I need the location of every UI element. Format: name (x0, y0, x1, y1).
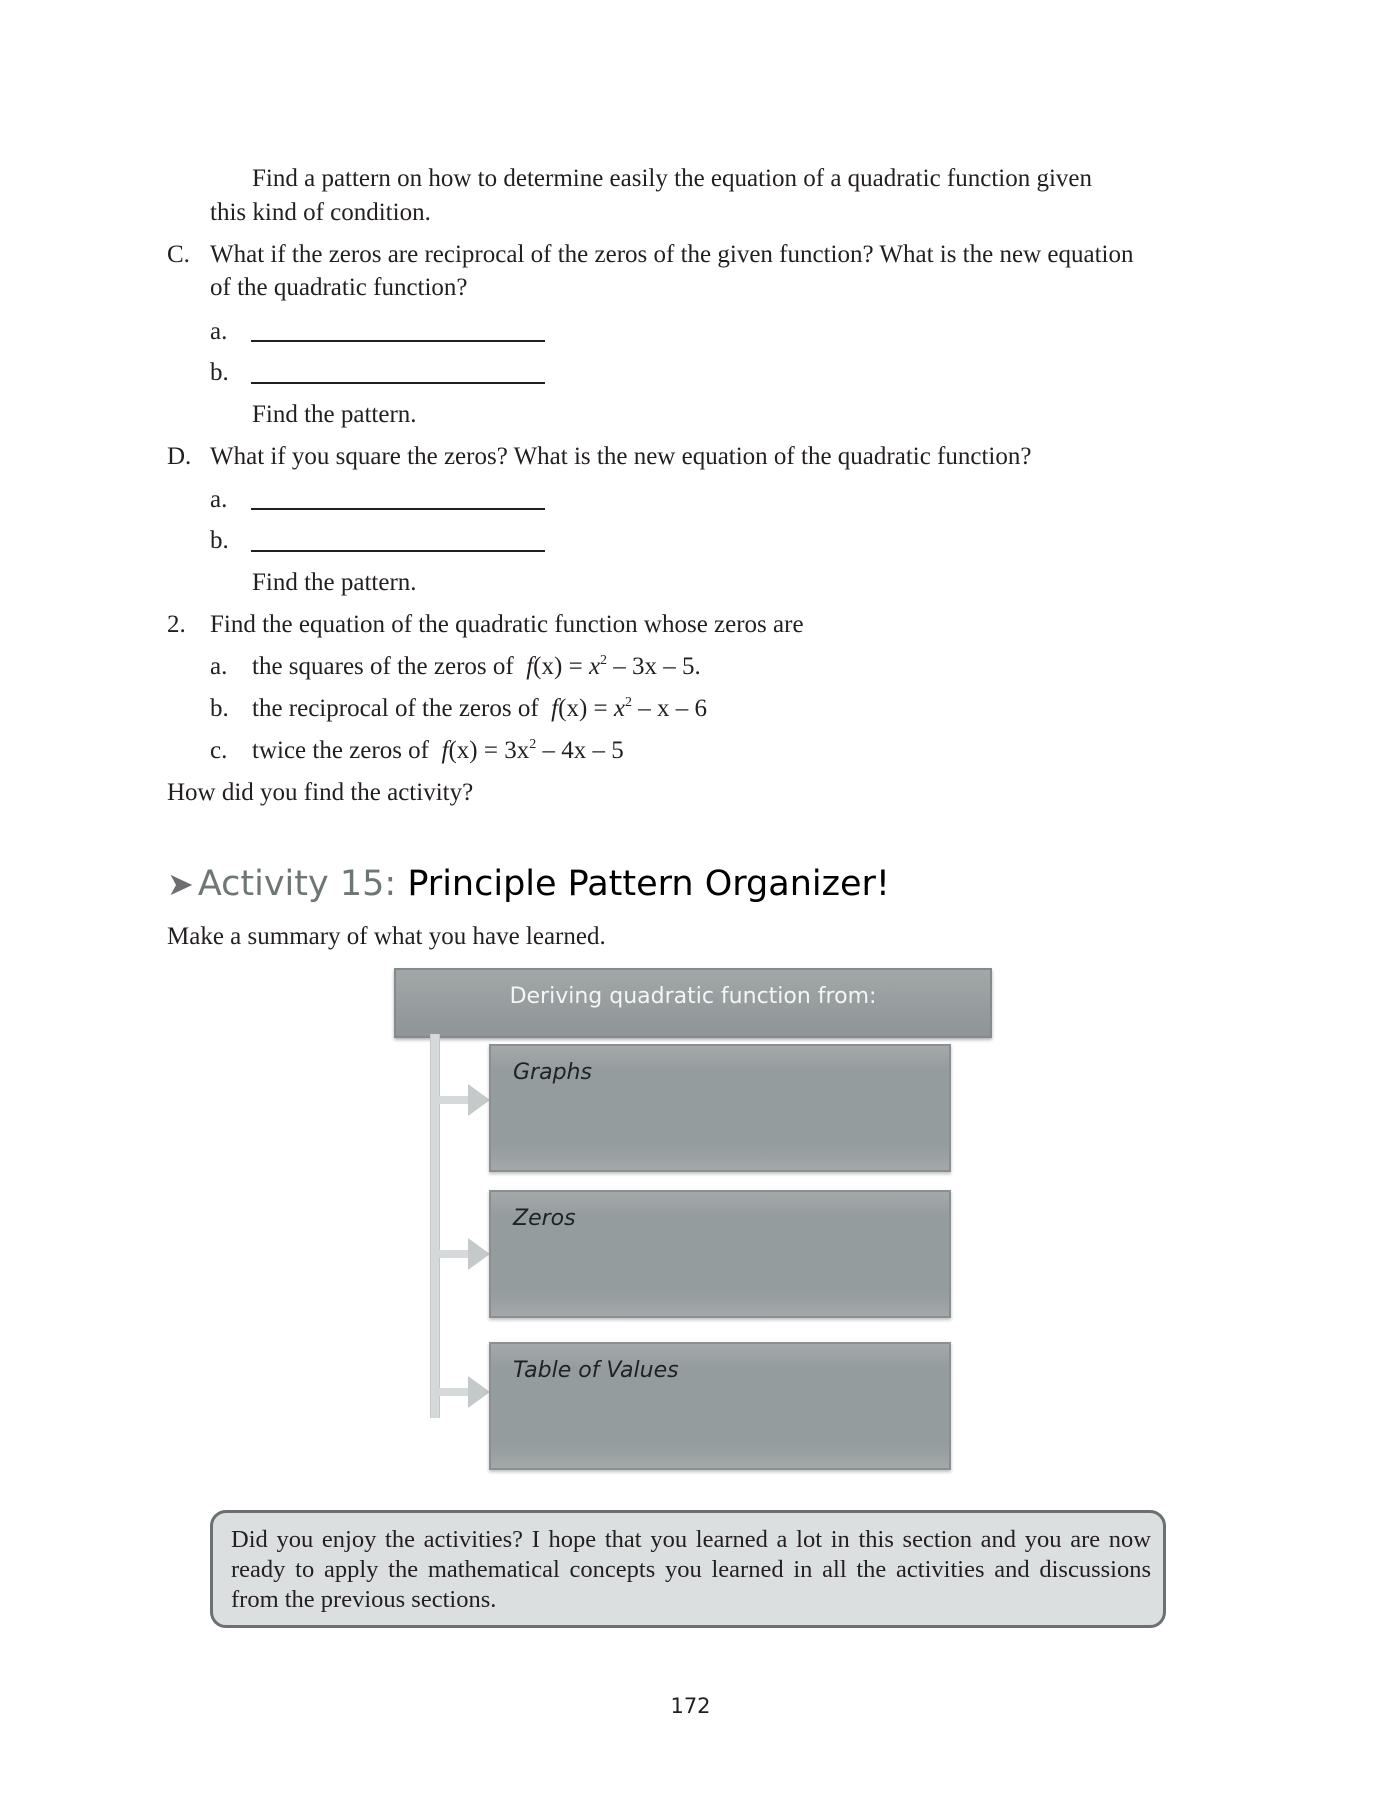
organizer-box-table-of-values-label: Table of Values (513, 1358, 679, 1383)
page-number: 172 (670, 1694, 711, 1718)
activity-instruction: Make a summary of what you have learned. (167, 923, 606, 950)
organizer-box-zeros-label: Zeros (513, 1206, 576, 1231)
problem-2b-text: the reciprocal of the zeros of $f(x) = x^2 - x - 6$ (252, 695, 707, 722)
question-d-answer-a-label: a. (210, 486, 228, 513)
closing-callout-text: Did you enjoy the activities? I hope that you learned a lot in this section and you are now ready to apply the mathematical concepts you learned in all the activities and discussions from the previous sections. (231, 1526, 1151, 1613)
problem-2c-text: twice the zeros of $f(x) = 3x^2 - 4x - 5$ (252, 737, 624, 764)
activity-title: Principle Pattern Organizer! (407, 864, 890, 904)
question-c-answer-a-label: a. (210, 318, 228, 345)
arrow-bullet-icon: ➤ (167, 865, 194, 903)
reflection-question: How did you find the activity? (167, 779, 474, 806)
organizer-box-graphs-label: Graphs (513, 1060, 592, 1085)
question-d-text: What if you square the zeros? What is the new equation of the quadratic function? (210, 443, 1032, 470)
organizer-header-label: Deriving quadratic function from: (509, 984, 877, 1009)
question-c-answer-a-blank[interactable] (251, 340, 545, 342)
question-d-answer-a-blank[interactable] (251, 508, 545, 510)
closing-callout (210, 1510, 1166, 1628)
arrow-right-icon (468, 1376, 490, 1408)
question-c-answer-b-blank[interactable] (251, 382, 545, 384)
pattern-instruction-line-1: Find a pattern on how to determine easily the equation of a quadratic function given (252, 165, 1093, 192)
organizer-connector-line (430, 1034, 440, 1418)
activity-number: Activity 15: (197, 864, 397, 904)
question-c-letter: C. (167, 241, 190, 268)
connector-graphs (438, 1096, 470, 1104)
problem-2c-label: c. (210, 737, 228, 764)
connector-zeros (438, 1250, 470, 1258)
pattern-instruction-line-2: this kind of condition. (210, 199, 431, 226)
question-d-answer-b-blank[interactable] (251, 550, 545, 552)
question-d-letter: D. (167, 443, 192, 470)
question-c-line-1: What if the zeros are reciprocal of the zeros of the given function? What is the new equation (210, 241, 1134, 268)
question-c-line-2: of the quadratic function? (210, 274, 468, 301)
problem-2-text: Find the equation of the quadratic function whose zeros are (210, 611, 804, 638)
problem-2-number: 2. (167, 611, 186, 638)
activity-heading (167, 862, 890, 906)
question-c-answer-b-label: b. (210, 359, 229, 386)
problem-2b-label: b. (210, 695, 229, 722)
arrow-right-icon (468, 1084, 490, 1116)
question-d-pattern-prompt: Find the pattern. (252, 569, 417, 596)
question-c-pattern-prompt: Find the pattern. (252, 401, 417, 428)
arrow-right-icon (468, 1238, 490, 1270)
connector-table-of-values (438, 1388, 470, 1396)
problem-2a-text: the squares of the zeros of $f(x) = x^2 - 3x - 5$. (252, 653, 701, 680)
organizer-header (394, 968, 992, 1038)
question-d-answer-b-label: b. (210, 527, 229, 554)
problem-2a-label: a. (210, 653, 228, 680)
organizer-box-graphs[interactable] (489, 1044, 951, 1172)
organizer-box-zeros[interactable] (489, 1190, 951, 1318)
organizer-box-table-of-values[interactable] (489, 1342, 951, 1470)
